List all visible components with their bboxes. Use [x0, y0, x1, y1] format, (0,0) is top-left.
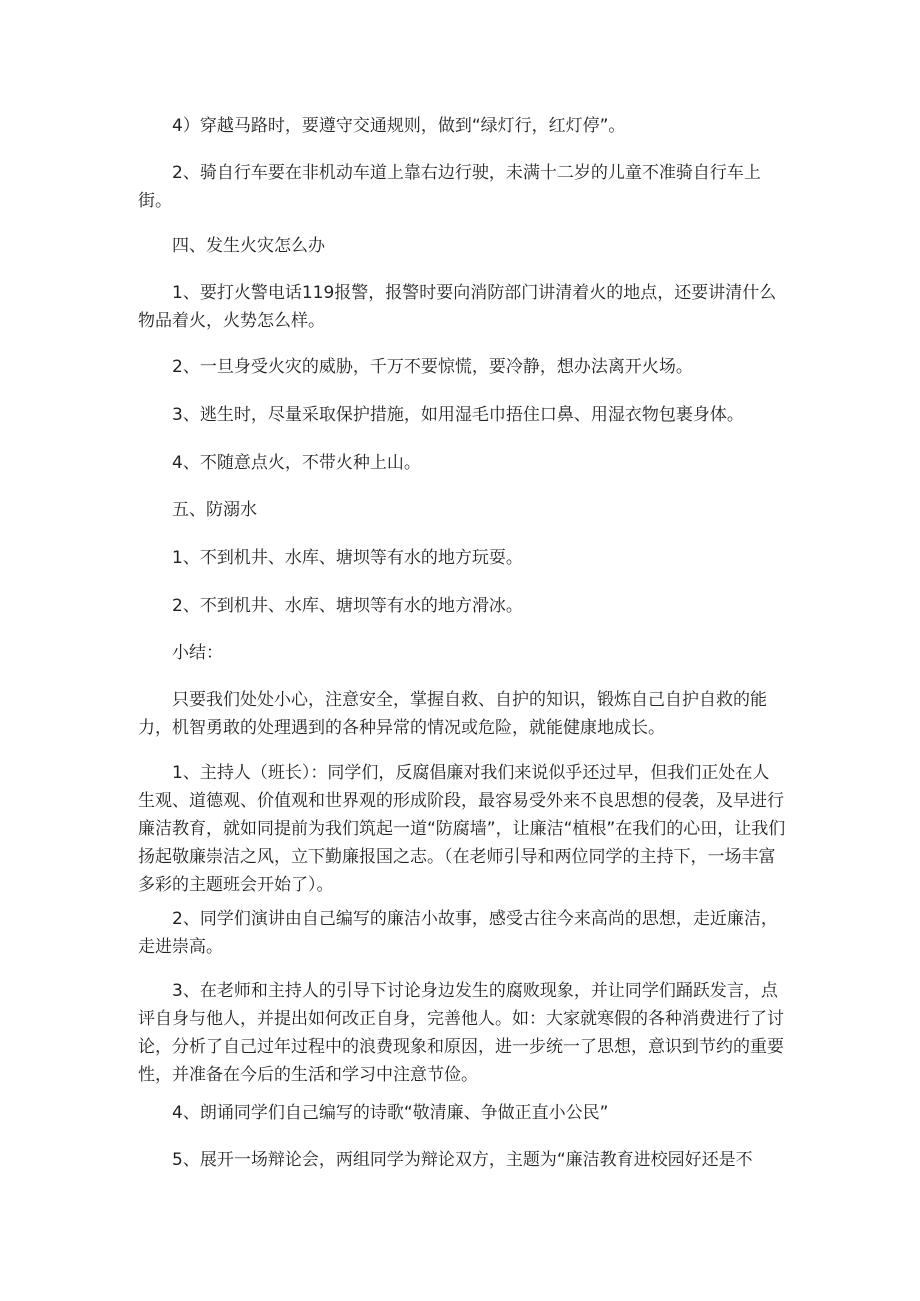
paragraph-bicycle-rule: 2、骑自行车要在非机动车道上靠右边行驶，未满十二岁的儿童不准骑自行车上街。 [138, 163, 761, 211]
paragraph-crossing-road: 4）穿越马路时，要遵守交通规则，做到“绿灯行，红灯停”。 [172, 116, 626, 136]
paragraph-drowning-skate: 2、不到机井、水库、塘坝等有水的地方滑冰。 [172, 596, 523, 616]
paragraph-fire-call: 1、要打火警电话119报警，报警时要向消防部门讲清着火的地点，还要讲清什么物品着火，火势怎么样。 [138, 283, 777, 331]
paragraph-discussion: 3、在老师和主持人的引导下讨论身边发生的腐败现象，并让同学们踊跃发言，点评自身与他人，并提出如何改正自身，完善他人。如：大家就寒假的各种消费进行了讨论，分析了自己过年过程中的浪费现象和原因，进一步统一了思想，意识到节约的重要性，并准备在今后的生活和学习中注意节俭。 [138, 981, 784, 1085]
paragraph-drowning-play: 1、不到机井、水库、塘坝等有水的地方玩耍。 [172, 548, 523, 568]
paragraph-fire-no-flame: 4、不随意点火，不带火种上山。 [172, 453, 421, 473]
paragraph-student-stories: 2、同学们演讲由自己编写的廉洁小故事，感受古往今来高尚的思想，走近廉洁，走进崇高。 [138, 909, 778, 957]
paragraph-host-speech: 1、主持人（班长）：同学们，反腐倡廉对我们来说似乎还过早，但我们正处在人生观、道德观、价值观和世界观的形成阶段，最容易受外来不良思想的侵袭，及早进行廉洁教育，就如同提前为我们筑起一道“防腐墙”，让廉洁“植根”在我们的心田，让我们扬起敬廉崇洁之风，立下勤廉报国之志。（在老师引导和两位同学的主持下，一场丰富多彩的主题班会开始了）。 [138, 763, 786, 895]
paragraph-debate: 5、展开一场辩论会，两组同学为辩论双方，主题为“廉洁教育进校园好还是不 [172, 1150, 753, 1170]
section-heading-drowning: 五、防溺水 [172, 500, 257, 520]
section-heading-fire: 四、发生火灾怎么办 [172, 236, 325, 256]
summary-heading: 小结： [172, 643, 223, 663]
paragraph-summary: 只要我们处处小心，注意安全，掌握自救、自护的知识，锻炼自己自护自救的能力，机智勇敢的处理遇到的各种异常的情况或危险，就能健康地成长。 [138, 690, 767, 738]
paragraph-fire-stay-calm: 2、一旦身受火灾的威胁，千万不要惊慌，要冷静，想办法离开火场。 [172, 357, 693, 377]
paragraph-fire-escape: 3、逃生时，尽量采取保护措施，如用湿毛巾捂住口鼻、用湿衣物包裹身体。 [172, 405, 744, 425]
paragraph-poem: 4、朗诵同学们自己编写的诗歌“敬清廉、争做正直小公民” [172, 1103, 609, 1123]
